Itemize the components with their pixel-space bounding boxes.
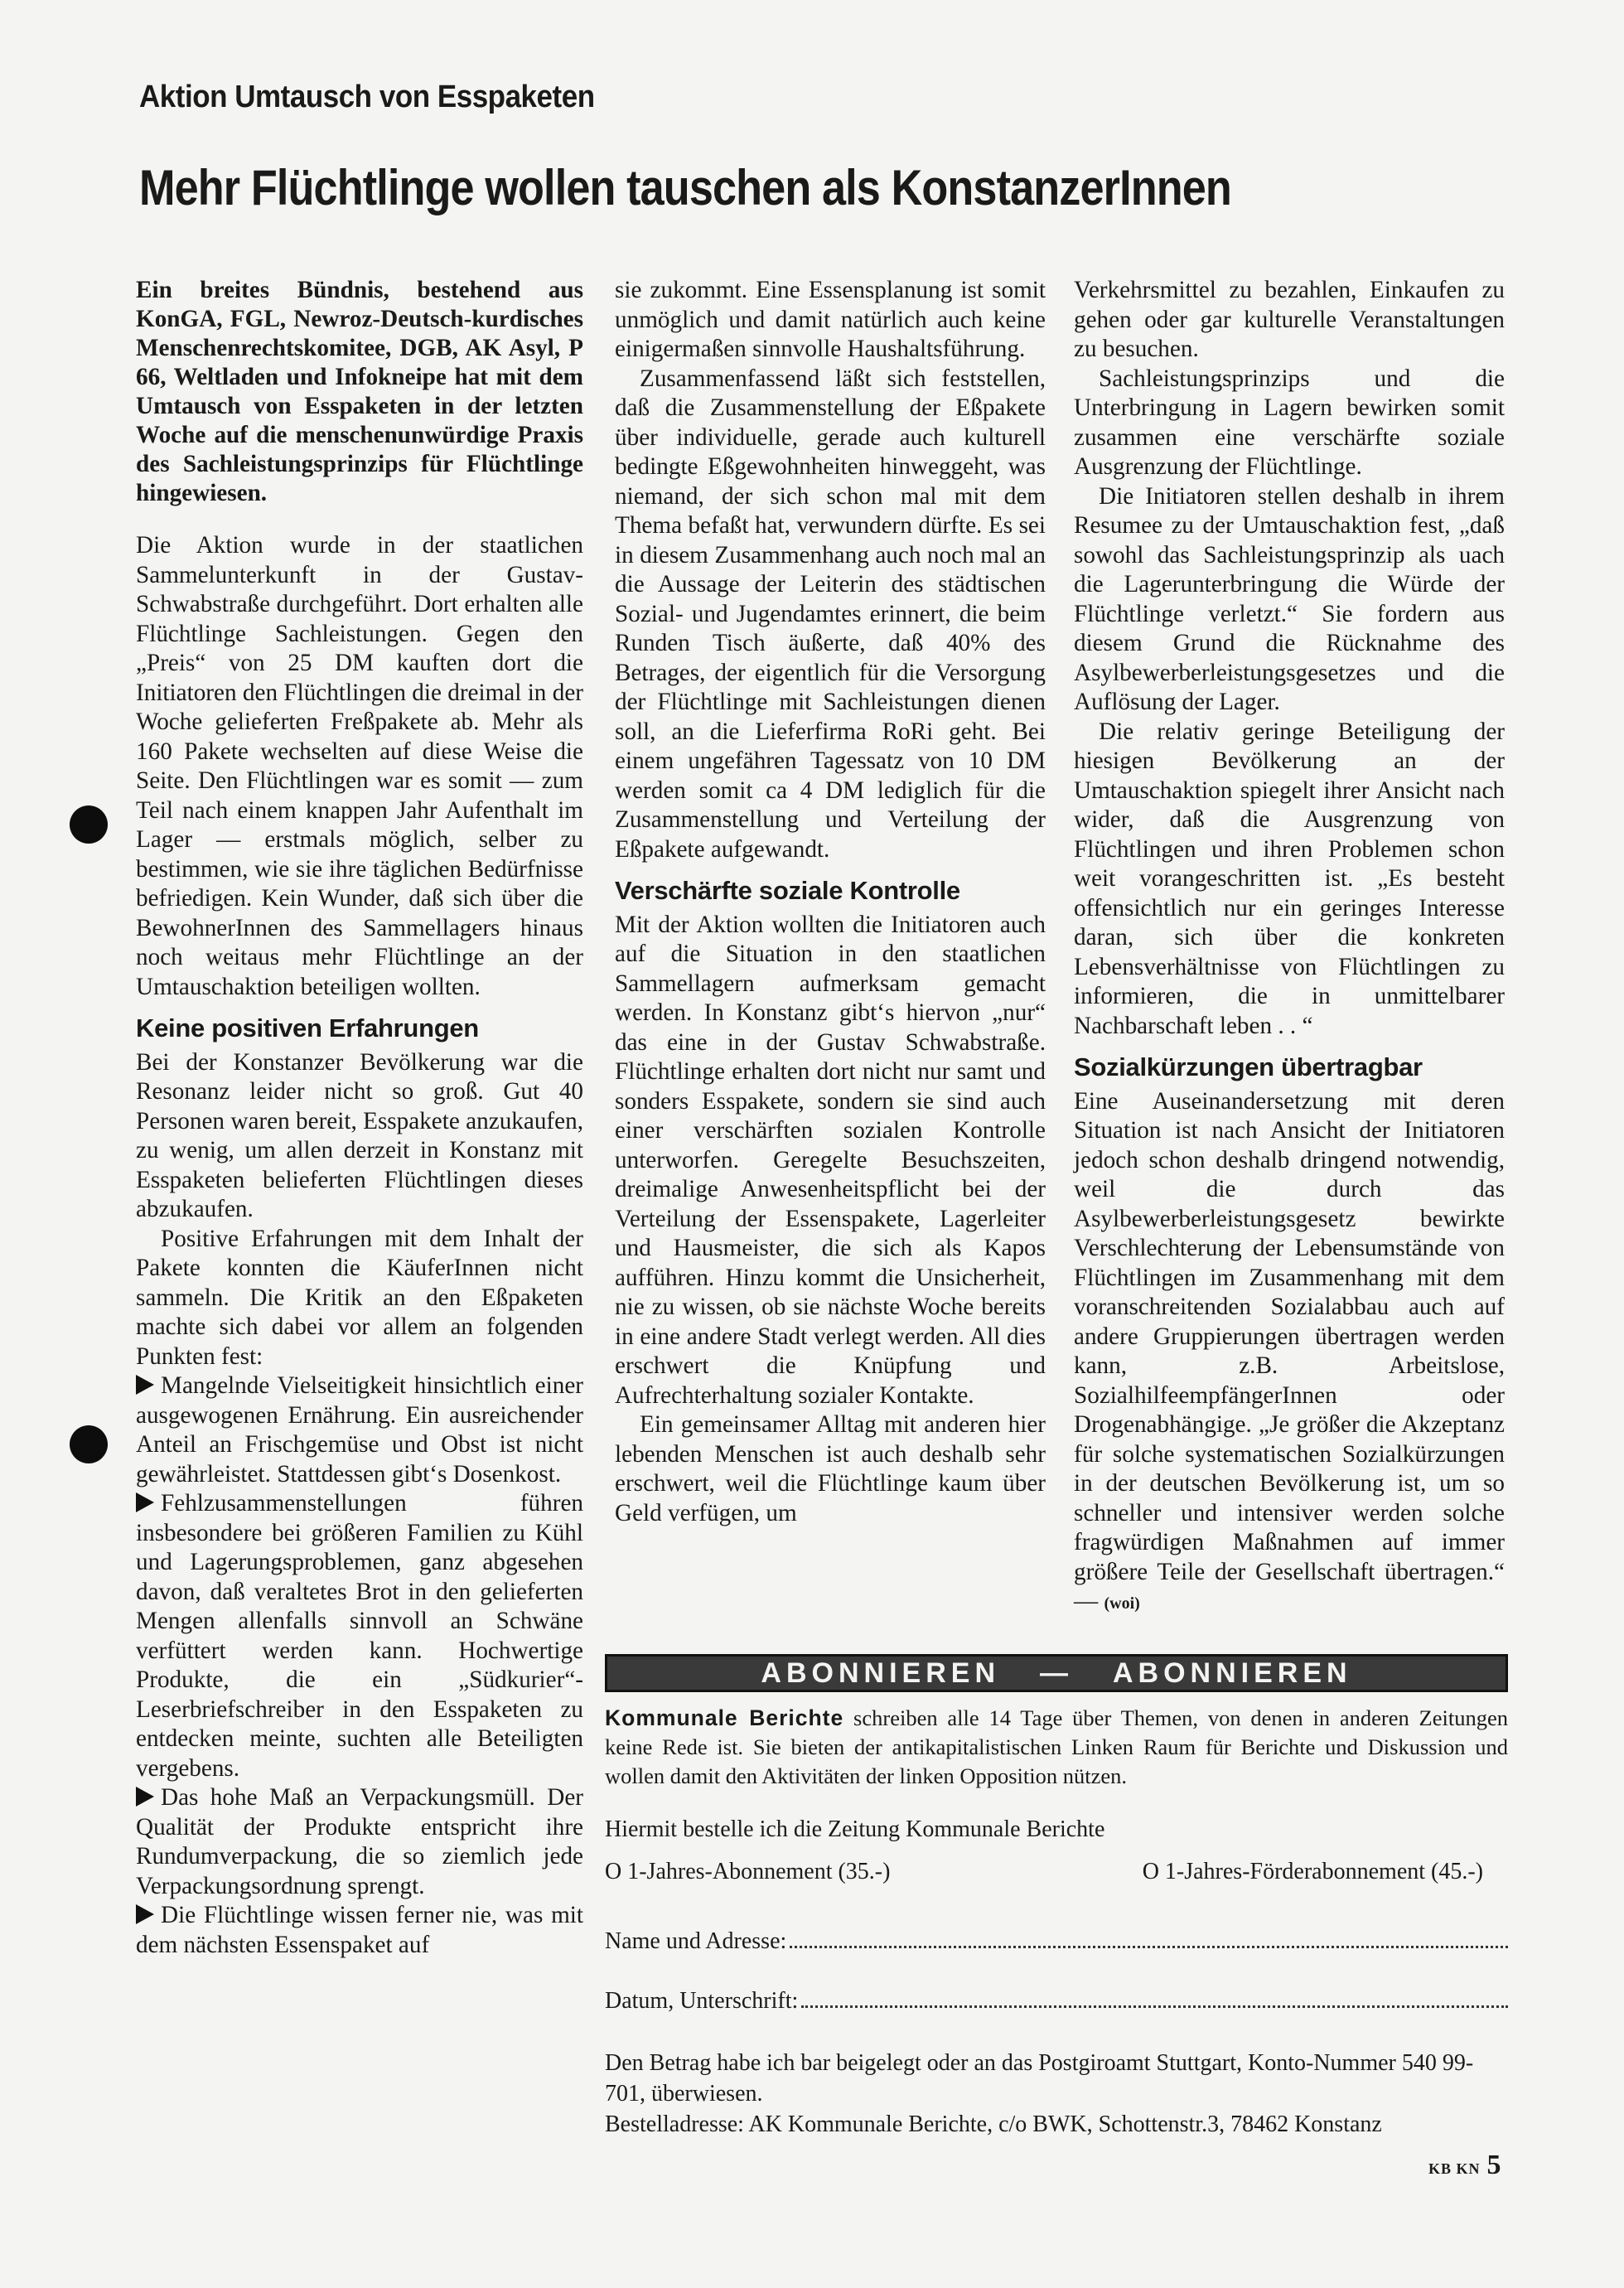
headline: Mehr Flüchtlinge wollen tauschen als KonstanzerInnen	[139, 160, 1231, 215]
bullet-item: Die Flüchtlinge wissen ferner nie, was mit dem nächsten Essenspaket auf	[136, 1902, 583, 1958]
option-annual[interactable]: O 1-Jahres-Abonnement (35.-)	[605, 1859, 891, 1884]
triangle-bullet-icon	[136, 1787, 154, 1807]
date-signature-field[interactable]: Datum, Unterschrift:	[605, 1988, 1508, 2015]
brand-name: Kommunale Berichte	[605, 1705, 844, 1730]
name-address-field[interactable]: Name und Adresse:	[605, 1928, 1508, 1955]
paragraph: sie zukommt. Eine Essensplanung ist somit unmöglich und damit natürlich auch keine einigermaßen sinnvolle Haushaltsführung.	[615, 277, 1046, 362]
paragraph: Die relativ geringe Beteiligung der hiesigen Bevölkerung an der Umtauschaktion spiegelt ihrer Ansicht nach wider, daß die Ausgrenzung von Flüchtlingen und ihren Problemen schon weit vorangeschritten ist. „Es besteht offensichtlich nur ein geringes Interesse daran, sich über die konkreten Lebensverhältnisse von Flüchtlingen zu informieren, die in unmittelbarer Nachbarschaft leben . . “	[1074, 718, 1505, 1039]
paragraph: Eine Auseinandersetzung mit deren Situation ist nach Ansicht der Initiatoren jedoch schon deshalb dringend notwendig, weil die durch das Asylbewerberleistungsgesetz bewirkte Verschlechterung der Lebensumstände von Flüchtlingen im Zusammenhang mit dem voranschreitenden Sozialabbau auch auf andere Gruppierungen übertragen werden kann, z.B. Arbeitslose, SozialhilfeempfängerInnen oder Drogenabhängige. „Je größer die Akzeptanz für solche systematischen Sozialkürzungen in der deutschen Bevölkerung ist, um so schneller und intensiver werden solche fragwürdigen Maßnahmen auf immer größere Teile der Gesellschaft übertragen.“ — (woi)	[1074, 1087, 1505, 1614]
article-column-2	[615, 276, 1046, 1528]
triangle-bullet-icon	[136, 1904, 154, 1924]
subscription-intro: Kommunale Berichte schreiben alle 14 Tage über Themen, von denen in anderen Zeitungen keine Rede ist. Sie bieten der antikapitalistischen Linken Raum für Berichte und Diskussion und wollen damit den Aktivitäten der linken Opposition nützen.	[605, 1705, 1508, 1788]
paragraph: Mit der Aktion wollten die Initiatoren auch auf die Situation in den staatlichen Sammellagern aufmerksam gemacht werden. In Konstanz gibt‘s hiervon „nur“ das eine in der Gustav Schwabstraße. Flüchtlinge erhalten dort nicht nur samt und sonders Esspakete, sondern sie sind auch einer verschärften sozialen Kontrolle unterworfen. Geregelte Besuchszeiten, dreimalige Anwesenheitspflicht bei der Verteilung der Essenspakete, Lagerleiter und Hausmeister, die sich als Kapos aufführen. Hinzu kommt die Unsicherheit, nie zu wissen, ob sie nächste Woche bereits in eine andere Stadt verlegt werden. All dies erschwert die Knüpfung und Aufrechterhaltung sozialer Kontakte.	[615, 911, 1046, 1409]
lead-paragraph: Ein breites Bündnis, bestehend aus KonGA, FGL, Newroz-Deutsch-kurdisches Menschenrechtskomitee, DGB, AK Asyl, P 66, Weltladen und Infokneipe hat mit dem Umtausch von Esspaketen in der letzten Woche auf die menschenunwürdige Praxis des Sachleistungsprinzips für Flüchtlinge hingewiesen.	[136, 277, 583, 506]
page-number: KB KN 5	[1428, 2150, 1501, 2180]
paragraph: Die Initiatoren stellen deshalb in ihrem Resumee zu der Umtauschaktion fest, „daß sowohl das Sachleistungsprinzip als uach die Lagerunterbringung die Würde der Flüchtlinge verletzt.“ Sie fordern aus diesem Grund die Rücknahme des Asylbewerberleistungsgesetzes und die Auflösung der Lager.	[1074, 482, 1505, 715]
paragraph: Bei der Konstanzer Bevölkerung war die Resonanz leider nicht so groß. Gut 40 Personen waren bereit, Esspakete anzukaufen, zu wenig, um allen derzeit in Konstanz mit Esspaketen belieferten Flüchtlingen dieses abzukaufen.	[136, 1048, 583, 1222]
subheading: Verschärfte soziale Kontrolle	[615, 876, 960, 905]
subscription-options	[605, 1859, 1508, 1885]
paragraph: Die Aktion wurde in der staatlichen Sammelunterkunft in der Gustav-Schwabstraße durchgeführt. Dort erhalten alle Flüchtlinge Sachleistungen. Gegen den „Preis“ von 25 DM kauften dort die Initiatoren den Flüchtlingen die dreimal in der Woche gelieferten Freßpakete ab. Mehr als 160 Pakete wechselten auf diese Weise die Seite. Den Flüchtlingen war es somit — zum Teil nach einem knappen Jahr Aufenthalt im Lager — erstmals möglich, selber zu bestimmen, wie sie ihre täglichen Bedürfnisse befriedigen. Kein Wunder, daß sich über die BewohnerInnen des Sammellagers hinaus noch weitaus mehr Flüchtlinge an der Umtauschaktion beteiligen wollten.	[136, 532, 583, 1000]
paragraph: Sachleistungsprinzips und die Unterbringung in Lagern bewirken somit zusammen eine verschärfte soziale Ausgrenzung der Flüchtlinge.	[1074, 365, 1505, 480]
paragraph: Verkehrsmittel zu bezahlen, Einkaufen zu gehen oder gar kulturelle Veranstaltungen zu besuchen.	[1074, 277, 1505, 362]
punch-hole-bottom	[70, 1425, 108, 1463]
bullet-item: Mangelnde Vielseitigkeit hinsichtlich einer ausgewogenen Ernährung. Ein ausreichender Anteil an Frischgemüse und Obst ist nicht gewährleistet. Stattdessen gibt‘s Dosenkost.	[136, 1372, 583, 1487]
triangle-bullet-icon	[136, 1492, 154, 1512]
order-line: Hiermit bestelle ich die Zeitung Kommunale Berichte	[605, 1816, 1105, 1842]
bullet-item: Fehlzusammenstellungen führen insbesondere bei größeren Familien zu Kühl und Lagerungsproblemen, ganz abgesehen davon, daß veraltetes Brot in den gelieferten Mengen allenfalls sinnvoll an Schwäne verfüttert werden kann. Hochwertige Produkte, die ein „Südkurier“-Leserbriefschreiber in den Esspaketen zu entdecken meinte, suchten alle Beteiligten vergebens.	[136, 1490, 583, 1782]
paragraph: Ein gemeinsamer Alltag mit anderen hier lebenden Menschen ist auch deshalb sehr erschwert, weil die Flüchtlinge kaum über Geld verfügen, um	[615, 1411, 1046, 1526]
punch-hole-top	[70, 805, 108, 844]
bullet-item: Das hohe Maß an Verpackungsmüll. Der Qualität der Produkte entspricht ihre Rundumverpackung, die so ziemlich jede Verpackungsordnung sprengt.	[136, 1784, 583, 1899]
option-supporter[interactable]: O 1-Jahres-Förderabonnement (45.-)	[1142, 1859, 1483, 1884]
paragraph: Positive Erfahrungen mit dem Inhalt der Pakete konnten die KäuferInnen nicht sammeln. Die Kritik an den Eßpaketen machte sich dabei vor allem an folgenden Punkten fest:	[136, 1225, 583, 1370]
article-column-3	[1074, 276, 1505, 1619]
subheading: Sozialkürzungen übertragbar	[1074, 1052, 1423, 1081]
subscription-box	[605, 1654, 1508, 2140]
subscription-banner: ABONNIEREN — ABONNIEREN	[605, 1654, 1508, 1692]
author-signature: (woi)	[1104, 1594, 1140, 1613]
paragraph: Zusammenfassend läßt sich feststellen, daß die Zusammenstellung der Eßpakete über individuelle, gerade auch kulturell bedingte Eßgewohnheiten hinweggeht, was niemand, der sich schon mal mit dem Thema befaßt hat, verwundern dürfte. Es sei in diesem Zusammenhang auch noch mal an die Aussage der Leiterin des städtischen Sozial- und Jugendamtes erinnert, die beim Runden Tisch äußerte, daß 40% des Betrages, der eigentlich für die Versorgung der Flüchtlinge mit Sachleistungen dienen soll, an die Lieferfirma RoRi geht. Bei einem ungefähren Tagessatz von 10 DM werden somit ca 4 DM lediglich für die Zusammenstellung und Verteilung der Eßpakete aufgewandt.	[615, 365, 1046, 863]
subheading: Keine positiven Erfahrungen	[136, 1013, 479, 1042]
order-address: Bestelladresse: AK Kommunale Berichte, c/o BWK, Schottenstr.3, 78462 Konstanz	[605, 2111, 1382, 2137]
triangle-bullet-icon	[136, 1375, 154, 1395]
kicker: Aktion Umtausch von Esspaketen	[139, 80, 595, 114]
article-column-1	[136, 276, 583, 1960]
payment-note: Den Betrag habe ich bar beigelegt oder an das Postgiroamt Stuttgart, Konto-Nummer 540 99-701, überwiesen.	[605, 2050, 1474, 2107]
